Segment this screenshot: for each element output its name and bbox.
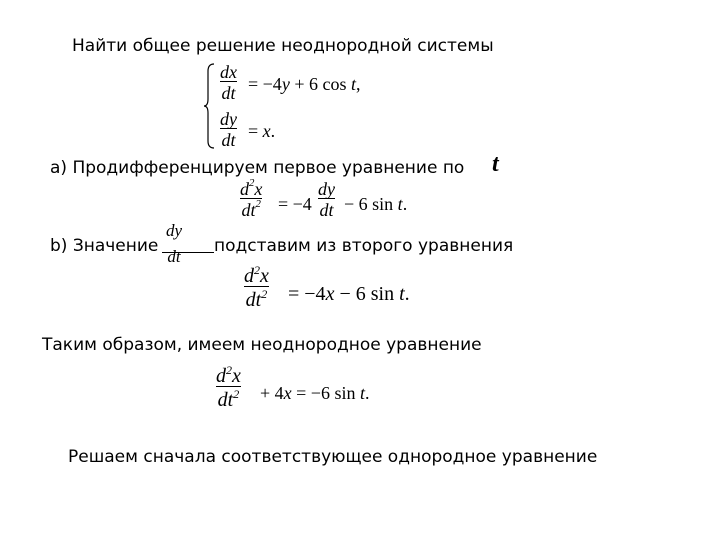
step-a-equals: = −4 bbox=[278, 194, 312, 214]
step-b-label: b) Значение bbox=[50, 236, 159, 256]
system-eq2-rhs: = x. bbox=[248, 121, 276, 141]
summary-rhs: + 4x = −6 sin t. bbox=[260, 383, 370, 403]
step-a-variable: t bbox=[492, 151, 499, 177]
step-a-lhs-fraction bbox=[240, 177, 263, 220]
step-b-lhs-fraction bbox=[244, 263, 269, 311]
system-eq1-rhs: = −4y + 6 cos t, bbox=[248, 74, 361, 94]
step-b-line bbox=[162, 252, 214, 253]
system-eq1-numerator: dx bbox=[220, 62, 237, 82]
step-a-middle-numerator: dy bbox=[318, 179, 335, 199]
step-a-lhs-numerator: $d^2x$ bbox=[240, 177, 263, 199]
final-text: Решаем сначала соответствующее однородное уравнение bbox=[68, 447, 598, 467]
system-eq1-fraction bbox=[220, 63, 237, 102]
summary-lhs-denominator: $dt^2$ bbox=[217, 387, 240, 411]
step-b-lhs-denominator: $dt^2$ bbox=[245, 287, 268, 311]
step-b-inline-numerator: dy bbox=[166, 221, 183, 240]
system-eq2-numerator: dy bbox=[220, 109, 237, 129]
step-a-text: а) Продифференцируем первое уравнение по bbox=[50, 158, 465, 178]
step-a-middle-denominator: dt bbox=[319, 200, 334, 220]
system-brace bbox=[203, 63, 215, 149]
system-eq1-denominator: dt bbox=[221, 83, 236, 103]
summary-text: Таким образом, имеем неоднородное уравнение bbox=[42, 335, 482, 355]
step-a-rhs: − 6 sin t. bbox=[344, 194, 408, 214]
step-a-middle-fraction bbox=[318, 180, 335, 219]
step-b-rhs: = −4x − 6 sin t. bbox=[288, 283, 410, 305]
summary-lhs-fraction bbox=[216, 363, 241, 411]
system-eq2-denominator: dt bbox=[221, 130, 236, 150]
summary-lhs-numerator: $d^2x$ bbox=[216, 363, 241, 387]
step-b-inline-denominator: dt bbox=[167, 247, 181, 266]
step-b-lhs-numerator: $d^2x$ bbox=[244, 263, 269, 287]
step-b-text: подставим из второго уравнения bbox=[214, 236, 514, 256]
step-b-inline-fraction bbox=[166, 222, 182, 265]
page-title: Найти общее решение неоднородной системы bbox=[72, 36, 494, 56]
step-a-lhs-denominator: $dt^2$ bbox=[241, 198, 261, 220]
system-eq2-fraction bbox=[220, 110, 237, 149]
